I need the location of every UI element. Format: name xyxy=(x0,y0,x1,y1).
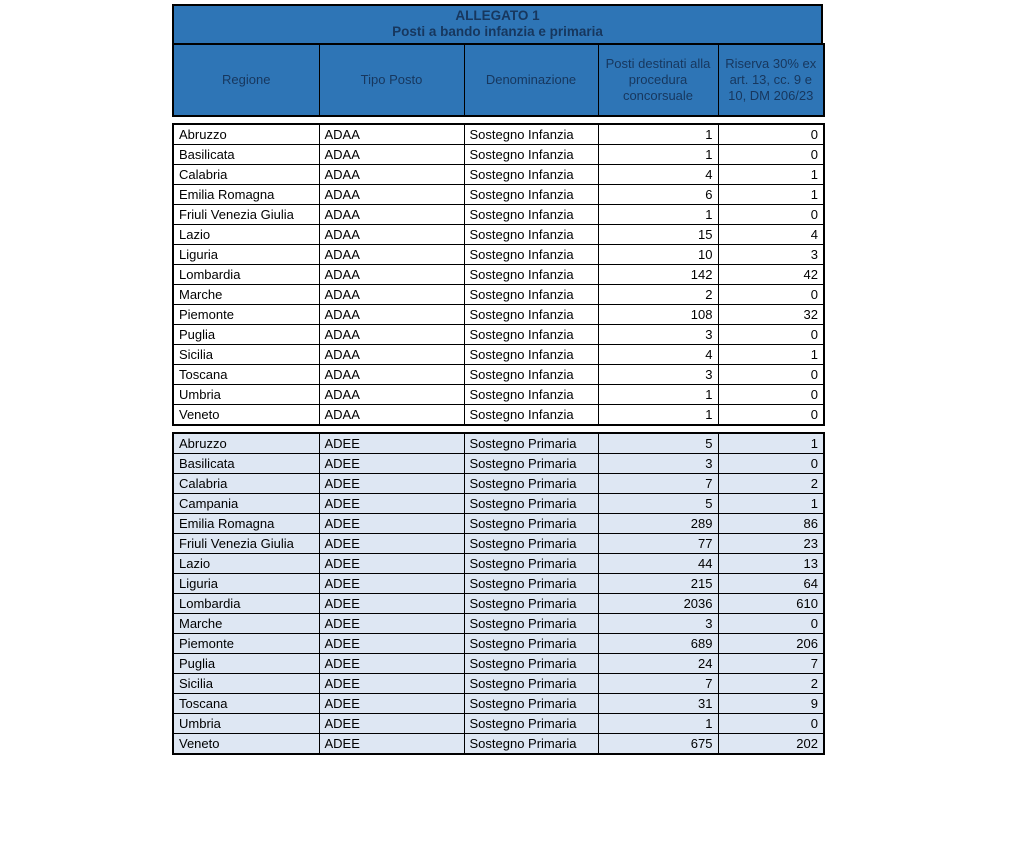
cell-denominazione: Sostegno Primaria xyxy=(464,634,598,654)
title-line-1: ALLEGATO 1 xyxy=(455,8,540,23)
cell-regione: Lazio xyxy=(173,554,319,574)
cell-regione: Friuli Venezia Giulia xyxy=(173,205,319,225)
cell-riserva: 3 xyxy=(718,245,824,265)
cell-regione: Puglia xyxy=(173,325,319,345)
cell-posti: 44 xyxy=(598,554,718,574)
column-header-denominazione: Denominazione xyxy=(464,44,598,116)
cell-tipo-posto: ADAA xyxy=(319,205,464,225)
cell-regione: Friuli Venezia Giulia xyxy=(173,534,319,554)
cell-denominazione: Sostegno Infanzia xyxy=(464,325,598,345)
column-header-riserva: Riserva 30% ex art. 13, cc. 9 e 10, DM 206/23 xyxy=(718,44,824,116)
cell-denominazione: Sostegno Primaria xyxy=(464,534,598,554)
cell-regione: Basilicata xyxy=(173,454,319,474)
cell-tipo-posto: ADAA xyxy=(319,185,464,205)
cell-riserva: 1 xyxy=(718,494,824,514)
cell-denominazione: Sostegno Primaria xyxy=(464,554,598,574)
cell-posti: 3 xyxy=(598,365,718,385)
cell-regione: Marche xyxy=(173,614,319,634)
cell-tipo-posto: ADEE xyxy=(319,734,464,755)
cell-riserva: 2 xyxy=(718,674,824,694)
cell-denominazione: Sostegno Primaria xyxy=(464,474,598,494)
cell-posti: 1 xyxy=(598,385,718,405)
cell-tipo-posto: ADEE xyxy=(319,474,464,494)
cell-posti: 2036 xyxy=(598,594,718,614)
cell-posti: 31 xyxy=(598,694,718,714)
table-row xyxy=(173,554,824,574)
cell-denominazione: Sostegno Primaria xyxy=(464,514,598,534)
table-row xyxy=(173,674,824,694)
cell-riserva: 1 xyxy=(718,433,824,454)
cell-denominazione: Sostegno Infanzia xyxy=(464,185,598,205)
table-row xyxy=(173,145,824,165)
cell-regione: Lombardia xyxy=(173,265,319,285)
cell-regione: Basilicata xyxy=(173,145,319,165)
cell-regione: Umbria xyxy=(173,714,319,734)
cell-denominazione: Sostegno Infanzia xyxy=(464,365,598,385)
cell-posti: 5 xyxy=(598,494,718,514)
cell-regione: Liguria xyxy=(173,574,319,594)
cell-tipo-posto: ADAA xyxy=(319,405,464,426)
cell-posti: 4 xyxy=(598,345,718,365)
cell-denominazione: Sostegno Infanzia xyxy=(464,124,598,145)
cell-posti: 15 xyxy=(598,225,718,245)
cell-riserva: 13 xyxy=(718,554,824,574)
cell-tipo-posto: ADAA xyxy=(319,345,464,365)
column-header-posti: Posti destinati alla procedura concorsuale xyxy=(598,44,718,116)
cell-posti: 1 xyxy=(598,145,718,165)
table-row xyxy=(173,385,824,405)
cell-denominazione: Sostegno Primaria xyxy=(464,694,598,714)
table-row xyxy=(173,614,824,634)
table-row xyxy=(173,325,824,345)
cell-regione: Campania xyxy=(173,494,319,514)
table-row xyxy=(173,405,824,426)
cell-posti: 5 xyxy=(598,433,718,454)
cell-tipo-posto: ADAA xyxy=(319,385,464,405)
cell-regione: Emilia Romagna xyxy=(173,185,319,205)
cell-regione: Lazio xyxy=(173,225,319,245)
cell-regione: Toscana xyxy=(173,694,319,714)
cell-posti: 1 xyxy=(598,405,718,426)
table-row xyxy=(173,285,824,305)
cell-riserva: 9 xyxy=(718,694,824,714)
cell-posti: 108 xyxy=(598,305,718,325)
table-row xyxy=(173,433,824,454)
section-primaria-body xyxy=(173,433,824,754)
cell-tipo-posto: ADEE xyxy=(319,494,464,514)
cell-tipo-posto: ADAA xyxy=(319,305,464,325)
cell-tipo-posto: ADAA xyxy=(319,245,464,265)
cell-posti: 3 xyxy=(598,614,718,634)
table-row xyxy=(173,714,824,734)
cell-tipo-posto: ADEE xyxy=(319,433,464,454)
table-row xyxy=(173,265,824,285)
cell-tipo-posto: ADAA xyxy=(319,285,464,305)
table-row xyxy=(173,594,824,614)
cell-riserva: 1 xyxy=(718,165,824,185)
table-row xyxy=(173,345,824,365)
cell-riserva: 0 xyxy=(718,454,824,474)
cell-regione: Lombardia xyxy=(173,594,319,614)
cell-denominazione: Sostegno Infanzia xyxy=(464,385,598,405)
table-row xyxy=(173,165,824,185)
table-row xyxy=(173,185,824,205)
cell-posti: 142 xyxy=(598,265,718,285)
cell-posti: 3 xyxy=(598,325,718,345)
cell-regione: Calabria xyxy=(173,165,319,185)
cell-riserva: 202 xyxy=(718,734,824,755)
cell-denominazione: Sostegno Primaria xyxy=(464,614,598,634)
table-row xyxy=(173,205,824,225)
cell-riserva: 0 xyxy=(718,205,824,225)
cell-denominazione: Sostegno Infanzia xyxy=(464,285,598,305)
cell-tipo-posto: ADAA xyxy=(319,365,464,385)
cell-riserva: 1 xyxy=(718,345,824,365)
cell-riserva: 4 xyxy=(718,225,824,245)
cell-denominazione: Sostegno Primaria xyxy=(464,494,598,514)
section-primaria-table xyxy=(172,432,825,755)
table-row xyxy=(173,124,824,145)
cell-denominazione: Sostegno Infanzia xyxy=(464,205,598,225)
table-title xyxy=(172,4,823,45)
cell-riserva: 7 xyxy=(718,654,824,674)
cell-regione: Puglia xyxy=(173,654,319,674)
cell-riserva: 610 xyxy=(718,594,824,614)
cell-denominazione: Sostegno Primaria xyxy=(464,433,598,454)
cell-riserva: 0 xyxy=(718,285,824,305)
cell-denominazione: Sostegno Infanzia xyxy=(464,405,598,426)
cell-posti: 1 xyxy=(598,205,718,225)
cell-posti: 77 xyxy=(598,534,718,554)
cell-riserva: 0 xyxy=(718,405,824,426)
cell-denominazione: Sostegno Infanzia xyxy=(464,245,598,265)
cell-tipo-posto: ADEE xyxy=(319,614,464,634)
cell-regione: Piemonte xyxy=(173,634,319,654)
cell-tipo-posto: ADEE xyxy=(319,554,464,574)
column-header-tipo-posto: Tipo Posto xyxy=(319,44,464,116)
cell-denominazione: Sostegno Primaria xyxy=(464,734,598,755)
cell-posti: 24 xyxy=(598,654,718,674)
cell-regione: Umbria xyxy=(173,385,319,405)
document-table xyxy=(172,4,823,755)
table-row xyxy=(173,454,824,474)
table-row xyxy=(173,514,824,534)
column-header-regione: Regione xyxy=(173,44,319,116)
cell-regione: Calabria xyxy=(173,474,319,494)
cell-tipo-posto: ADEE xyxy=(319,454,464,474)
cell-riserva: 0 xyxy=(718,614,824,634)
cell-tipo-posto: ADAA xyxy=(319,225,464,245)
cell-tipo-posto: ADAA xyxy=(319,325,464,345)
section-infanzia-table xyxy=(172,123,825,426)
cell-denominazione: Sostegno Primaria xyxy=(464,574,598,594)
cell-regione: Toscana xyxy=(173,365,319,385)
cell-riserva: 86 xyxy=(718,514,824,534)
cell-riserva: 0 xyxy=(718,124,824,145)
cell-tipo-posto: ADAA xyxy=(319,165,464,185)
cell-riserva: 1 xyxy=(718,185,824,205)
table-row xyxy=(173,694,824,714)
cell-riserva: 2 xyxy=(718,474,824,494)
cell-regione: Veneto xyxy=(173,405,319,426)
cell-posti: 675 xyxy=(598,734,718,755)
cell-riserva: 0 xyxy=(718,385,824,405)
cell-tipo-posto: ADEE xyxy=(319,714,464,734)
cell-regione: Sicilia xyxy=(173,345,319,365)
table-row xyxy=(173,474,824,494)
cell-riserva: 0 xyxy=(718,325,824,345)
cell-riserva: 23 xyxy=(718,534,824,554)
cell-posti: 1 xyxy=(598,714,718,734)
cell-regione: Veneto xyxy=(173,734,319,755)
cell-posti: 1 xyxy=(598,124,718,145)
cell-denominazione: Sostegno Infanzia xyxy=(464,345,598,365)
cell-denominazione: Sostegno Infanzia xyxy=(464,265,598,285)
cell-denominazione: Sostegno Primaria xyxy=(464,454,598,474)
table-row xyxy=(173,494,824,514)
cell-posti: 10 xyxy=(598,245,718,265)
cell-tipo-posto: ADEE xyxy=(319,534,464,554)
table-row xyxy=(173,654,824,674)
table-row xyxy=(173,534,824,554)
cell-posti: 689 xyxy=(598,634,718,654)
cell-tipo-posto: ADAA xyxy=(319,265,464,285)
title-line-2: Posti a bando infanzia e primaria xyxy=(392,24,603,39)
cell-posti: 7 xyxy=(598,674,718,694)
table-row xyxy=(173,634,824,654)
cell-posti: 6 xyxy=(598,185,718,205)
table-row xyxy=(173,365,824,385)
table-row xyxy=(173,305,824,325)
cell-tipo-posto: ADEE xyxy=(319,634,464,654)
cell-regione: Piemonte xyxy=(173,305,319,325)
cell-denominazione: Sostegno Infanzia xyxy=(464,305,598,325)
cell-tipo-posto: ADEE xyxy=(319,694,464,714)
cell-tipo-posto: ADEE xyxy=(319,674,464,694)
cell-regione: Emilia Romagna xyxy=(173,514,319,534)
cell-tipo-posto: ADEE xyxy=(319,574,464,594)
cell-regione: Marche xyxy=(173,285,319,305)
cell-tipo-posto: ADEE xyxy=(319,514,464,534)
cell-regione: Abruzzo xyxy=(173,433,319,454)
cell-riserva: 0 xyxy=(718,365,824,385)
cell-posti: 4 xyxy=(598,165,718,185)
cell-posti: 215 xyxy=(598,574,718,594)
cell-tipo-posto: ADAA xyxy=(319,124,464,145)
cell-posti: 7 xyxy=(598,474,718,494)
cell-denominazione: Sostegno Primaria xyxy=(464,594,598,614)
cell-riserva: 64 xyxy=(718,574,824,594)
cell-denominazione: Sostegno Primaria xyxy=(464,674,598,694)
cell-denominazione: Sostegno Infanzia xyxy=(464,225,598,245)
cell-denominazione: Sostegno Primaria xyxy=(464,654,598,674)
cell-tipo-posto: ADAA xyxy=(319,145,464,165)
column-header-row xyxy=(173,44,824,116)
cell-riserva: 32 xyxy=(718,305,824,325)
cell-tipo-posto: ADEE xyxy=(319,594,464,614)
cell-denominazione: Sostegno Infanzia xyxy=(464,165,598,185)
cell-regione: Liguria xyxy=(173,245,319,265)
section-infanzia-body xyxy=(173,124,824,425)
table-row xyxy=(173,245,824,265)
column-header-table xyxy=(172,43,825,117)
cell-tipo-posto: ADEE xyxy=(319,654,464,674)
cell-riserva: 0 xyxy=(718,714,824,734)
cell-riserva: 42 xyxy=(718,265,824,285)
cell-riserva: 206 xyxy=(718,634,824,654)
cell-denominazione: Sostegno Primaria xyxy=(464,714,598,734)
cell-regione: Abruzzo xyxy=(173,124,319,145)
table-row xyxy=(173,574,824,594)
cell-riserva: 0 xyxy=(718,145,824,165)
table-row xyxy=(173,225,824,245)
cell-regione: Sicilia xyxy=(173,674,319,694)
table-row xyxy=(173,734,824,755)
cell-posti: 2 xyxy=(598,285,718,305)
cell-posti: 3 xyxy=(598,454,718,474)
cell-denominazione: Sostegno Infanzia xyxy=(464,145,598,165)
cell-posti: 289 xyxy=(598,514,718,534)
